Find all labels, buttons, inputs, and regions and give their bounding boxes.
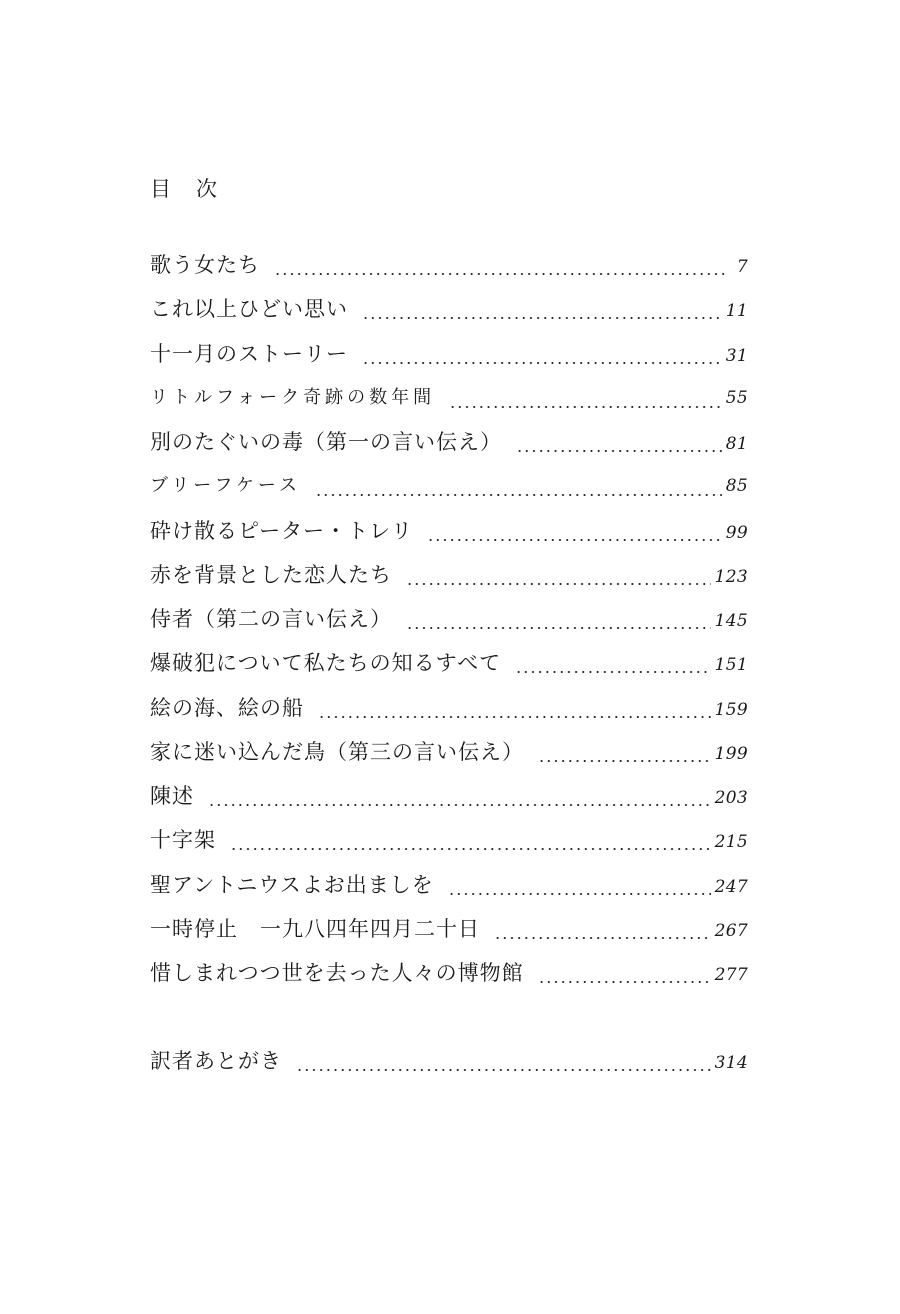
dot-leader bbox=[362, 317, 722, 319]
toc-entry-page: 7 bbox=[736, 257, 748, 277]
dot-leader bbox=[406, 583, 711, 585]
toc-entry[interactable] bbox=[150, 869, 748, 913]
toc-entry-afterword[interactable] bbox=[150, 1045, 748, 1089]
toc-entry[interactable] bbox=[150, 692, 748, 736]
toc-entry-title: 赤を背景とした恋人たち bbox=[150, 562, 392, 587]
toc-entry[interactable] bbox=[150, 824, 748, 868]
toc-entry-title: 別のたぐいの毒（第一の言い伝え） bbox=[150, 430, 502, 454]
toc-entry-page: 247 bbox=[714, 876, 748, 897]
toc-entry-title: 砕け散るピーター・トレリ bbox=[150, 518, 414, 543]
toc-entry-title: 惜しまれつつ世を去った人々の博物館 bbox=[150, 961, 524, 985]
dot-leader bbox=[515, 671, 710, 673]
dot-leader bbox=[208, 804, 711, 806]
dot-leader bbox=[538, 981, 711, 983]
toc-entry[interactable] bbox=[150, 293, 748, 337]
toc-entry-title: 陳述 bbox=[150, 784, 194, 808]
toc-entry-title: 一時停止 一九八四年四月二十日 bbox=[150, 916, 480, 941]
toc-entry-page: 123 bbox=[714, 566, 748, 587]
toc-heading: 目 次 bbox=[150, 177, 219, 201]
dot-leader bbox=[318, 716, 711, 718]
dot-leader bbox=[230, 848, 711, 850]
toc-entry-title: 歌う女たち bbox=[150, 253, 260, 277]
toc-entry-page: 203 bbox=[714, 788, 748, 808]
toc-entry-title: 絵の海、絵の船 bbox=[150, 695, 304, 720]
toc-entry-page: 55 bbox=[725, 387, 748, 408]
toc-entry[interactable] bbox=[150, 736, 748, 780]
toc-entry[interactable] bbox=[150, 470, 748, 514]
dot-leader bbox=[448, 893, 711, 895]
toc-entry[interactable] bbox=[150, 382, 748, 426]
dot-leader bbox=[449, 406, 722, 408]
dot-leader bbox=[516, 450, 722, 452]
toc-entry-page: 159 bbox=[714, 699, 748, 720]
toc-entry-page: 215 bbox=[714, 832, 748, 853]
toc-entry-page: 277 bbox=[714, 965, 748, 985]
dot-leader bbox=[296, 1069, 711, 1071]
toc-entry-page: 267 bbox=[714, 920, 748, 941]
toc-entry-page: 85 bbox=[725, 476, 748, 497]
toc-entry-page: 151 bbox=[714, 655, 748, 676]
toc-entry-title: 十一月のストーリー bbox=[150, 341, 348, 366]
toc-entry-title: リトルフォーク奇跡の数年間 bbox=[150, 386, 436, 408]
toc-entry-page: 199 bbox=[714, 743, 748, 764]
toc-entry-title: 聖アントニウスよお出ましを bbox=[150, 872, 434, 897]
dot-leader bbox=[315, 494, 722, 496]
toc-entry-title: 爆破犯について私たちの知るすべて bbox=[150, 651, 502, 676]
toc-entry[interactable] bbox=[150, 515, 748, 559]
toc-entry-page: 81 bbox=[725, 434, 748, 454]
toc-entry-page: 11 bbox=[725, 301, 748, 322]
toc-entry-title: 十字架 bbox=[150, 828, 216, 853]
toc-entry-page: 145 bbox=[714, 611, 748, 631]
dot-leader bbox=[274, 273, 726, 275]
toc-entry-title: これ以上ひどい思い bbox=[150, 297, 348, 322]
dot-leader bbox=[427, 539, 722, 541]
toc-entry-title: 家に迷い込んだ鳥（第三の言い伝え） bbox=[150, 739, 524, 764]
dot-leader bbox=[406, 627, 711, 629]
toc-entry-page: 314 bbox=[714, 1053, 748, 1074]
toc-entry-title: 訳者あとがき bbox=[150, 1049, 282, 1074]
toc-entry[interactable] bbox=[150, 957, 748, 1001]
toc-entry[interactable] bbox=[150, 780, 748, 824]
toc-list bbox=[150, 249, 748, 1090]
dot-leader bbox=[538, 760, 711, 762]
toc-entry-page: 31 bbox=[725, 345, 748, 366]
toc-entry[interactable] bbox=[150, 913, 748, 957]
toc-entry[interactable] bbox=[150, 559, 748, 603]
toc-entry[interactable] bbox=[150, 338, 748, 382]
toc-entry-title: ブリーフケース bbox=[150, 475, 301, 497]
toc-entry-page: 99 bbox=[725, 522, 748, 543]
toc-entry-title: 侍者（第二の言い伝え） bbox=[150, 607, 392, 631]
dot-leader bbox=[494, 937, 711, 939]
toc-entry[interactable] bbox=[150, 603, 748, 647]
toc-entry[interactable] bbox=[150, 249, 748, 293]
toc-entry[interactable] bbox=[150, 647, 748, 691]
dot-leader bbox=[362, 362, 722, 364]
toc-entry[interactable] bbox=[150, 426, 748, 470]
